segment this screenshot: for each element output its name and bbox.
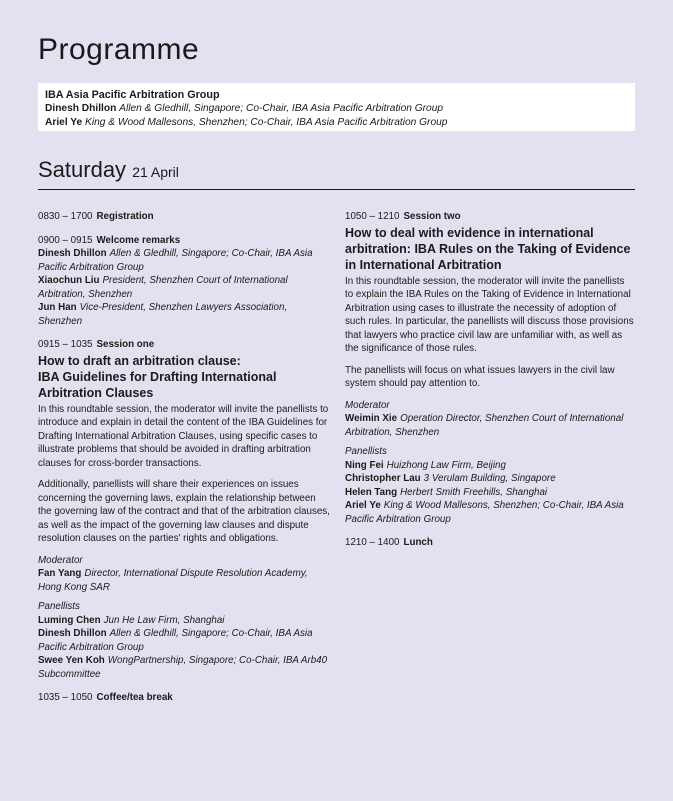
person-name: Christopher Lau bbox=[345, 473, 421, 484]
slot-label: Registration bbox=[96, 211, 154, 222]
slot-time: 1035 – 1050 bbox=[38, 692, 93, 703]
person-name: Swee Yen Koh bbox=[38, 655, 105, 666]
session-two-block bbox=[345, 210, 635, 526]
member-name: Ariel Ye bbox=[45, 117, 83, 128]
person-name: Helen Tang bbox=[345, 486, 398, 498]
person-affiliation: Herbert Smith Freehills, Shanghai bbox=[400, 486, 548, 498]
speaker bbox=[38, 301, 330, 328]
speaker-affiliation: President, Shenzhen Court of International Arbitration, Shenzhen bbox=[38, 275, 288, 300]
moderator-label: Moderator bbox=[345, 399, 390, 411]
day-date: 21 April bbox=[132, 164, 179, 180]
panellists-label: Panellists bbox=[38, 601, 80, 612]
slot-label: Welcome remarks bbox=[96, 234, 181, 246]
speaker-affiliation: Vice-President, Shenzhen Lawyers Association, Shenzhen bbox=[38, 302, 288, 327]
person-affiliation: King & Wood Mallesons, Shenzhen; Co-Chair, IBA Asia Pacific Arbitration Group bbox=[345, 500, 624, 525]
person-affiliation: Huizhong Law Firm, Beijing bbox=[386, 459, 506, 471]
person-affiliation: WongPartnership, Singapore; Co-Chair, IBA Arb40 Subcommittee bbox=[38, 655, 328, 680]
slot-label: Session one bbox=[96, 339, 155, 350]
speaker bbox=[38, 247, 330, 274]
slot-label: Lunch bbox=[403, 537, 433, 548]
slot-label: Session two bbox=[403, 211, 461, 222]
session-title: How to deal with evidence in international arbitration: IBA Rules on the Taking of Evidence in International Arbitration bbox=[345, 225, 631, 272]
panellist bbox=[345, 459, 635, 473]
group-title: IBA Asia Pacific Arbitration Group bbox=[45, 89, 220, 101]
person-affiliation: Allen & Gledhill, Singapore; Co-Chair, IBA Asia Pacific Arbitration Group bbox=[38, 628, 313, 653]
person-name: Ning Fei bbox=[345, 459, 384, 471]
panellists-label: Panellists bbox=[345, 446, 387, 457]
session-title bbox=[38, 353, 330, 401]
panellist bbox=[345, 472, 635, 486]
person-name: Ariel Ye bbox=[345, 500, 381, 511]
slot-time: 1210 – 1400 bbox=[345, 537, 400, 548]
lunch-block bbox=[345, 536, 635, 550]
session-description: In this roundtable session, the moderator will invite the panellists to introduce and explain in detail the content of the IBA Guidelines for Drafting International Arbitration Clauses, using specific cases to illustrate problems that should be avoided in drafting arbitration clauses for cross-border transactions. bbox=[38, 403, 329, 469]
coffee-block bbox=[38, 691, 330, 705]
right-column bbox=[345, 210, 635, 560]
person-affiliation: Operation Director, Shenzhen Court of International Arbitration, Shenzhen bbox=[345, 413, 624, 438]
person-name: Dinesh Dhillon bbox=[38, 628, 107, 639]
speaker bbox=[38, 274, 330, 301]
welcome-block bbox=[38, 234, 330, 329]
speaker-affiliation: Allen & Gledhill, Singapore; Co-Chair, IBA Asia Pacific Arbitration Group bbox=[38, 248, 313, 273]
person-name: Weimin Xie bbox=[345, 413, 398, 424]
day-heading bbox=[38, 157, 635, 190]
session-description: The panellists will focus on what issues lawyers in the civil law system should pay attention to. bbox=[345, 364, 615, 389]
slot-time: 0900 – 0915 bbox=[38, 234, 93, 246]
registration-block bbox=[38, 210, 330, 224]
panellist bbox=[345, 499, 635, 526]
moderator bbox=[345, 412, 635, 439]
speaker-name: Dinesh Dhillon bbox=[38, 248, 107, 259]
slot-time: 1050 – 1210 bbox=[345, 211, 400, 222]
member-affiliation: King & Wood Mallesons, Shenzhen; Co-Chair, IBA Asia Pacific Arbitration Group bbox=[85, 117, 448, 128]
member-affiliation: Allen & Gledhill, Singapore; Co-Chair, IBA Asia Pacific Arbitration Group bbox=[119, 103, 444, 114]
slot-label: Coffee/tea break bbox=[96, 692, 173, 703]
panellist bbox=[38, 627, 330, 654]
person-affiliation: Jun He Law Firm, Shanghai bbox=[103, 614, 225, 626]
group-member bbox=[45, 116, 628, 130]
slot-time: 0915 – 1035 bbox=[38, 339, 93, 350]
left-column bbox=[38, 210, 330, 715]
session-description: Additionally, panellists will share their experiences on issues concerning the governing laws, explain the relationship between the governing law of the contract and that of the arbitration clauses, as well as the impact of the governing law clauses and dispute resolution clauses on the parties' rights and obligations. bbox=[38, 479, 330, 544]
moderator bbox=[38, 567, 330, 594]
slot-time: 0830 – 1700 bbox=[38, 211, 93, 222]
person-name: Fan Yang bbox=[38, 568, 82, 579]
group-box bbox=[38, 83, 635, 131]
page-title: Programme bbox=[38, 33, 200, 66]
panellist bbox=[38, 614, 330, 628]
session-description: In this roundtable session, the moderator will invite the panellists to explain the IBA Rules on the Taking of Evidence in International Arbitration using cases to illustrate the necessity of adoption of such rules. In particular, the panellists will discuss those provisions that lawyers who practice civil law are unfamiliar with, as well as the significance of those rules. bbox=[345, 275, 634, 354]
group-member bbox=[45, 102, 628, 116]
member-name: Dinesh Dhillon bbox=[45, 103, 117, 114]
person-affiliation: 3 Verulam Building, Singapore bbox=[423, 473, 556, 484]
session-one-block bbox=[38, 338, 330, 681]
speaker-name: Xiaochun Liu bbox=[38, 275, 100, 286]
panellist bbox=[38, 654, 330, 681]
moderator-label: Moderator bbox=[38, 554, 83, 566]
session-title-line: IBA Guidelines for Drafting International Arbitration Clauses bbox=[38, 369, 277, 400]
panellist bbox=[345, 486, 635, 500]
speaker-name: Jun Han bbox=[38, 302, 77, 313]
session-title-line: How to draft an arbitration clause: bbox=[38, 353, 241, 368]
person-name: Luming Chen bbox=[38, 614, 101, 626]
day-name: Saturday bbox=[38, 157, 127, 182]
person-affiliation: Director, International Dispute Resolution Academy, Hong Kong SAR bbox=[38, 568, 308, 593]
